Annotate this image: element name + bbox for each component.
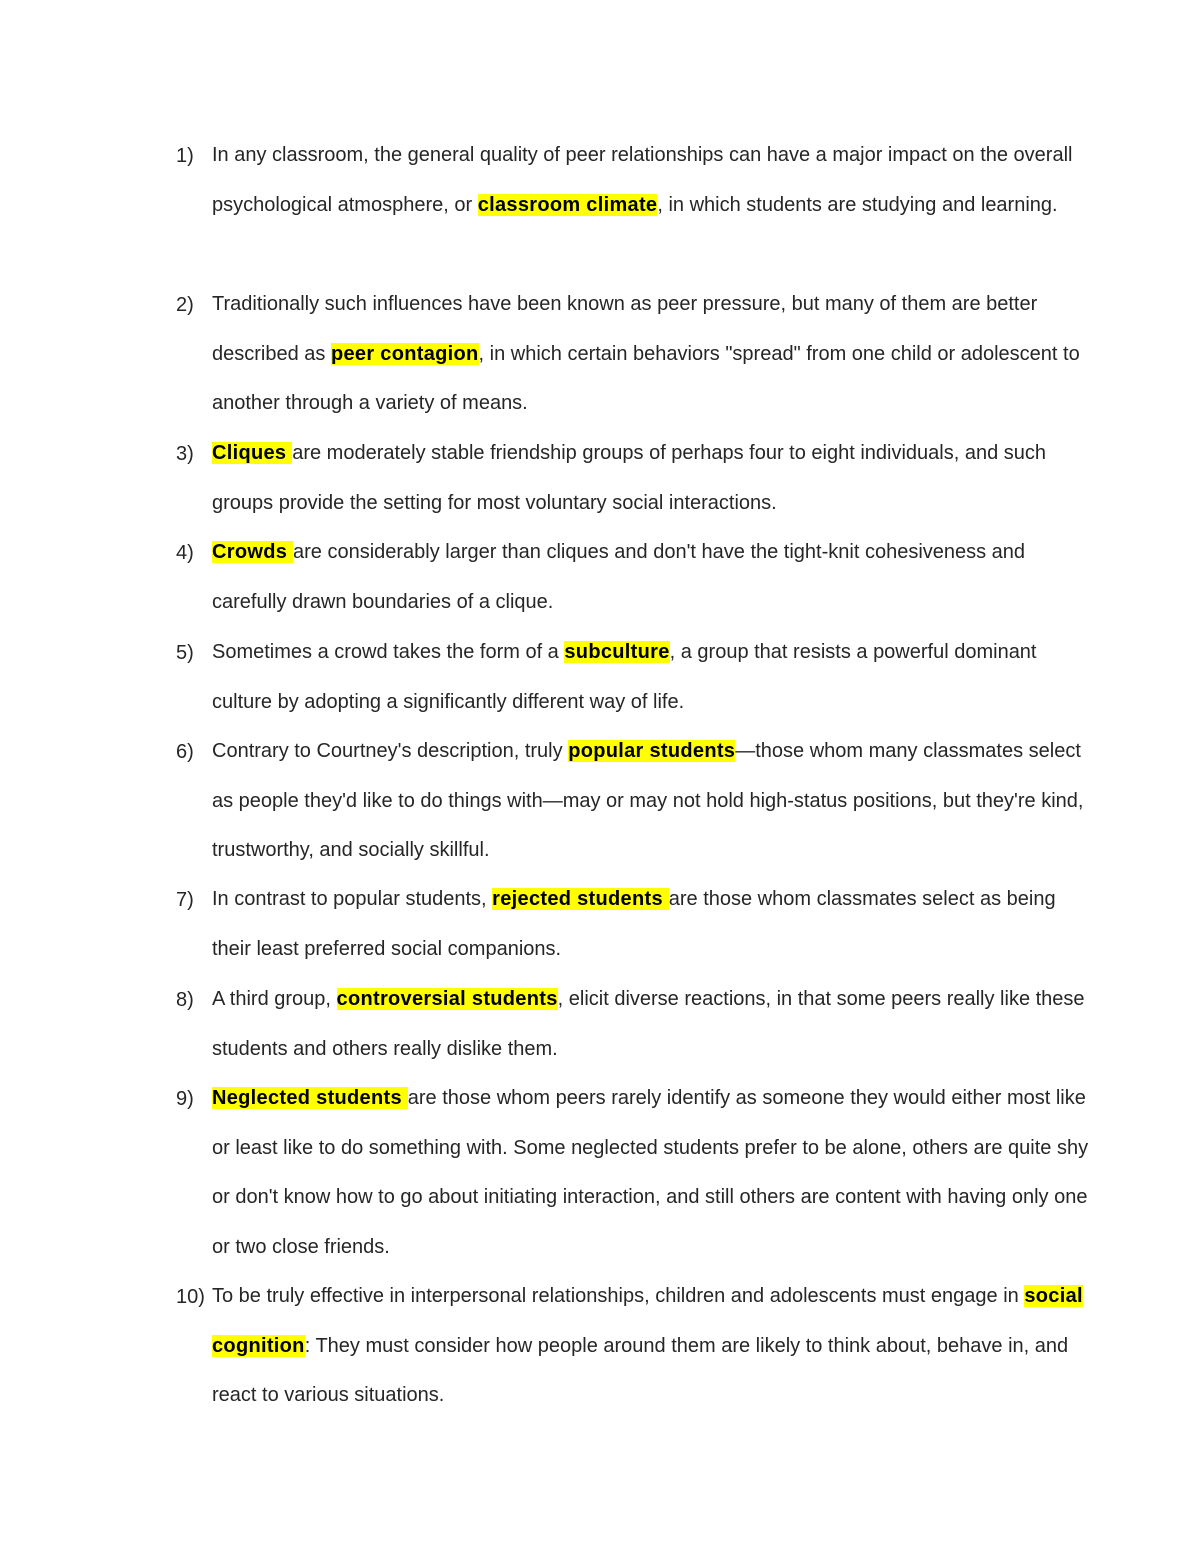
highlighted-term: Neglected students xyxy=(212,1087,408,1109)
item-text: A third group, controversial students, elicit diverse reactions, in that some peers really like these students and others really dislike them. xyxy=(212,988,1085,1060)
highlighted-term: subculture xyxy=(564,641,670,663)
highlighted-term: popular students xyxy=(568,740,736,762)
highlighted-term: rejected students xyxy=(492,888,669,910)
item-text: Neglected students are those whom peers rarely identify as someone they would either most like or least like to do something with. Some neglected students prefer to be alone, others are quite shy or don't know how to go about initiating interaction, and still others are content with having only one or two close friends. xyxy=(212,1087,1089,1259)
item-text: Contrary to Courtney's description, truly popular students—those whom many classmates select as people they'd like to do things with—may or may not hold high-status positions, but they're kind, trustworthy, and socially skillful. xyxy=(212,740,1084,862)
highlighted-term: Cliques xyxy=(212,442,293,464)
highlighted-term: Crowds xyxy=(212,541,293,563)
item-number: 10) xyxy=(176,1286,205,1308)
highlighted-term: social cognition xyxy=(212,1285,1083,1357)
item-number: 1) xyxy=(176,145,194,167)
item-text: Crowds are considerably larger than cliques and don't have the tight-knit cohesiveness and carefully drawn boundaries of a clique. xyxy=(212,541,1026,613)
item-text: To be truly effective in interpersonal relationships, children and adolescents must engage in social cognition: They must consider how people around them are likely to think about, behave in, and react to various situations. xyxy=(212,1285,1083,1407)
item-number: 7) xyxy=(176,889,194,911)
highlighted-term: peer contagion xyxy=(330,342,479,365)
item-number: 4) xyxy=(176,542,194,564)
item-number: 3) xyxy=(176,443,194,465)
item-text: In contrast to popular students, rejected students are those whom classmates select as being their least preferred social companions. xyxy=(212,888,1056,960)
item-number: 5) xyxy=(176,642,194,664)
item-text: Sometimes a crowd takes the form of a subculture, a group that resists a powerful dominant culture by adopting a significantly different way of life. xyxy=(212,641,1037,713)
item-text: Traditionally such influences have been known as peer pressure, but many of them are better described as peer contagion, in which certain behaviors "spread" from one child or adolescent to another through a variety of means. xyxy=(212,293,1080,415)
item-text: In any classroom, the general quality of peer relationships can have a major impact on the overall psychological atmosphere, or classroom climate, in which students are studying and learning. xyxy=(212,144,1073,216)
highlighted-term: classroom climate xyxy=(477,193,658,216)
item-number: 8) xyxy=(176,989,194,1011)
highlighted-term: controversial students xyxy=(336,988,558,1010)
item-number: 9) xyxy=(176,1088,194,1110)
item-number: 6) xyxy=(176,741,194,763)
item-number: 2) xyxy=(176,294,194,316)
item-text: Cliques are moderately stable friendship groups of perhaps four to eight individuals, and such groups provide the setting for most voluntary social interactions. xyxy=(212,442,1046,514)
